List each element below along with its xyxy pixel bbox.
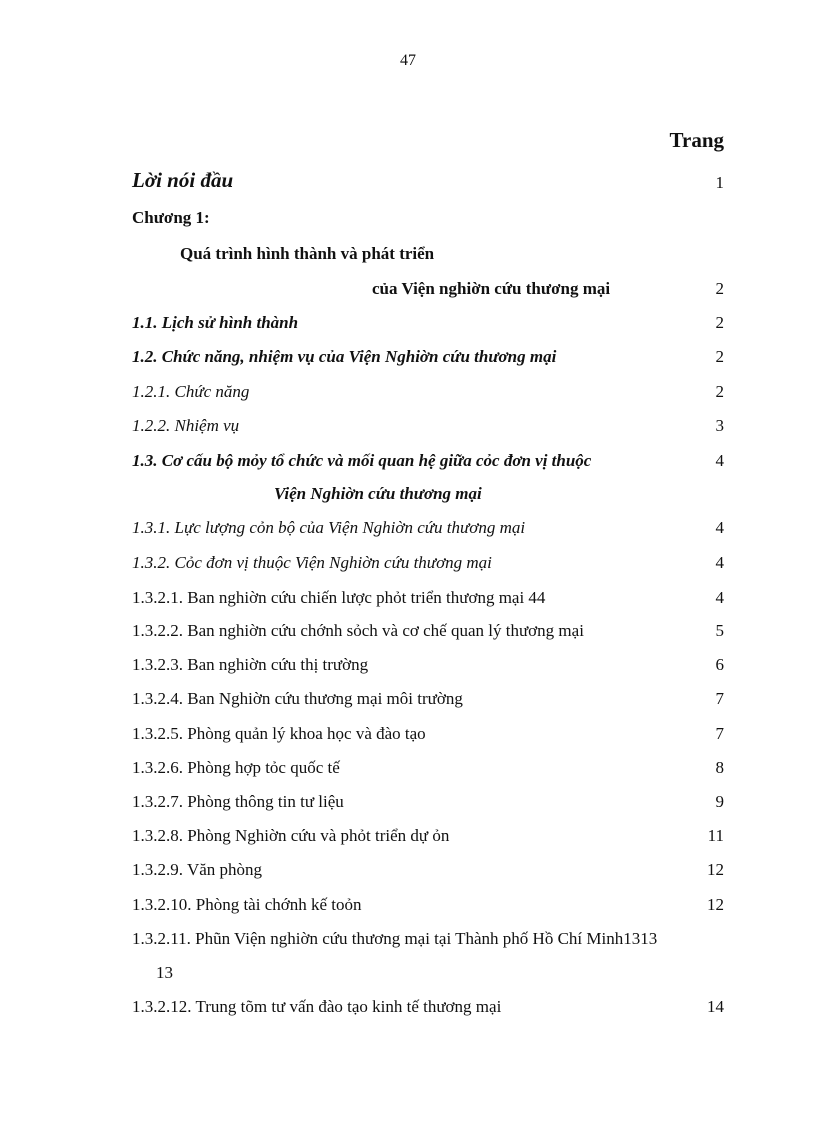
toc-entry-1-3-2-2[interactable] xyxy=(0,621,816,651)
toc-entry-text: 1.3.2.6. Phòng hợp tỏc quốc tế xyxy=(132,758,340,777)
toc-entry-text: 1.3.2.12. Trung tõm tư vấn đào tạo kinh tế thương mại xyxy=(132,997,502,1016)
toc-entry-page: 3 xyxy=(715,416,724,435)
toc-entry-page: 4 xyxy=(715,518,724,537)
toc-entry-1-3-2-3[interactable] xyxy=(0,655,816,685)
toc-entry-page: 2 xyxy=(715,347,724,366)
toc-entry-page: 12 xyxy=(707,860,724,879)
toc-entry-1-3-2-12[interactable] xyxy=(0,997,816,1027)
toc-entry-text: 1.3.2.11. Phũn Viện nghiờn cứu thương mại tại Thành phố Hồ Chí Minh1313 xyxy=(132,929,658,948)
toc-entry-1-3-2-5[interactable] xyxy=(0,724,816,754)
toc-entry-text: 1.1. Lịch sử hình thành xyxy=(132,313,299,332)
toc-entry-1-3-2[interactable] xyxy=(0,553,816,583)
toc-entry-text: 1.3.2.5. Phòng quản lý khoa học và đào tạo xyxy=(132,724,426,743)
toc-entry-text: Viện Nghiờn cứu thương mại xyxy=(274,484,482,503)
toc-entry-page: 4 xyxy=(715,588,724,607)
toc-header-row xyxy=(0,128,816,158)
toc-entry-1-3-2-7[interactable] xyxy=(0,792,816,822)
toc-entry-page: 2 xyxy=(715,313,724,332)
toc-entry-text: 1.3.2.2. Ban nghiờn cứu chớnh sỏch và cơ chế quan lý thương mại xyxy=(132,621,584,640)
toc-entry-page: 8 xyxy=(715,758,724,777)
toc-entry-page: 11 xyxy=(707,826,724,845)
toc-entry-text: 1.3.2.7. Phòng thông tin tư liệu xyxy=(132,792,344,811)
toc-entry-foreword[interactable] xyxy=(0,168,816,198)
toc-entry-page: 4 xyxy=(715,451,724,470)
toc-entry-page: 7 xyxy=(715,689,724,708)
toc-entry-page: 1 xyxy=(715,173,724,192)
toc-entry-text: 1.2.1. Chức năng xyxy=(132,382,250,401)
toc-entry-1-3-2-4[interactable] xyxy=(0,689,816,719)
toc-entry-page: 7 xyxy=(715,724,724,743)
toc-entry-1-3-1[interactable] xyxy=(0,518,816,548)
toc-entry-1-3-2-11[interactable] xyxy=(0,929,816,959)
toc-entry-page: 4 xyxy=(715,553,724,572)
toc-entry-text: 1.2.2. Nhiệm vụ xyxy=(132,416,240,435)
toc-entry-1-2-1[interactable] xyxy=(0,382,816,412)
toc-entry-text: của Viện nghiờn cứu thương mại xyxy=(372,279,611,298)
toc-entry-page: 6 xyxy=(715,655,724,674)
toc-entry-text: Chương 1: xyxy=(132,208,210,227)
toc-entry-1-3-2-9[interactable] xyxy=(0,860,816,890)
toc-entry-text: 1.2. Chức năng, nhiệm vụ của Viện Nghiờn cứu thương mại xyxy=(132,347,557,366)
toc-entry-page: 2 xyxy=(715,382,724,401)
toc-entry-page: 9 xyxy=(715,792,724,811)
toc-entry-text: Lời nói đầu xyxy=(132,168,234,192)
toc-entry-text: 1.3.2.4. Ban Nghiờn cứu thương mại môi trường xyxy=(132,689,463,708)
toc-entry-text: 1.3.2.3. Ban nghiờn cứu thị trường xyxy=(132,655,369,674)
toc-entry-page: 12 xyxy=(707,895,724,914)
toc-entry-1-1[interactable] xyxy=(0,313,816,343)
toc-entry-text: 1.3.2.8. Phòng Nghiờn cứu và phỏt triển dự ỏn xyxy=(132,826,450,845)
toc-entry-1-3-2-10[interactable] xyxy=(0,895,816,925)
toc-entry-text: 1.3.2.1. Ban nghiờn cứu chiến lược phỏt triển thương mại 44 xyxy=(132,588,546,607)
toc-entry-1-3[interactable] xyxy=(0,451,816,481)
toc-entry-text: 1.3.2.9. Văn phòng xyxy=(132,860,263,879)
toc-entry-1-2[interactable] xyxy=(0,347,816,377)
toc-entry-chapter-1-title-line-2[interactable] xyxy=(0,279,816,309)
toc-entry-page: 14 xyxy=(707,997,724,1016)
toc-entry-chapter-1-title-line-1[interactable] xyxy=(0,244,816,274)
toc-entry-text: 1.3.1. Lực lượng cỏn bộ của Viện Nghiờn cứu thương mại xyxy=(132,518,526,537)
toc-entry-1-3-continued[interactable] xyxy=(0,484,816,514)
toc-entry-text: 13 xyxy=(156,963,173,982)
toc-entry-1-3-2-11-continued[interactable] xyxy=(0,963,816,993)
toc-entry-text: 1.3. Cơ cấu bộ mỏy tổ chức và mối quan hệ giữa cỏc đơn vị thuộc xyxy=(132,451,592,470)
toc-entry-chapter-1[interactable] xyxy=(0,208,816,238)
toc-header-trang: Trang xyxy=(669,128,724,152)
page-number: 47 xyxy=(400,52,416,69)
toc-entry-1-2-2[interactable] xyxy=(0,416,816,446)
toc-entry-text: 1.3.2. Cỏc đơn vị thuộc Viện Nghiờn cứu thương mại xyxy=(132,553,492,572)
toc-entry-page: 5 xyxy=(715,621,724,640)
toc-entry-text: Quá trình hình thành và phát triển xyxy=(180,244,435,263)
toc-entry-text: 1.3.2.10. Phòng tài chớnh kế toỏn xyxy=(132,895,362,914)
toc-entry-page: 2 xyxy=(715,279,724,298)
toc-entry-1-3-2-8[interactable] xyxy=(0,826,816,856)
toc-entry-1-3-2-6[interactable] xyxy=(0,758,816,788)
toc-entry-1-3-2-1[interactable] xyxy=(0,588,816,618)
